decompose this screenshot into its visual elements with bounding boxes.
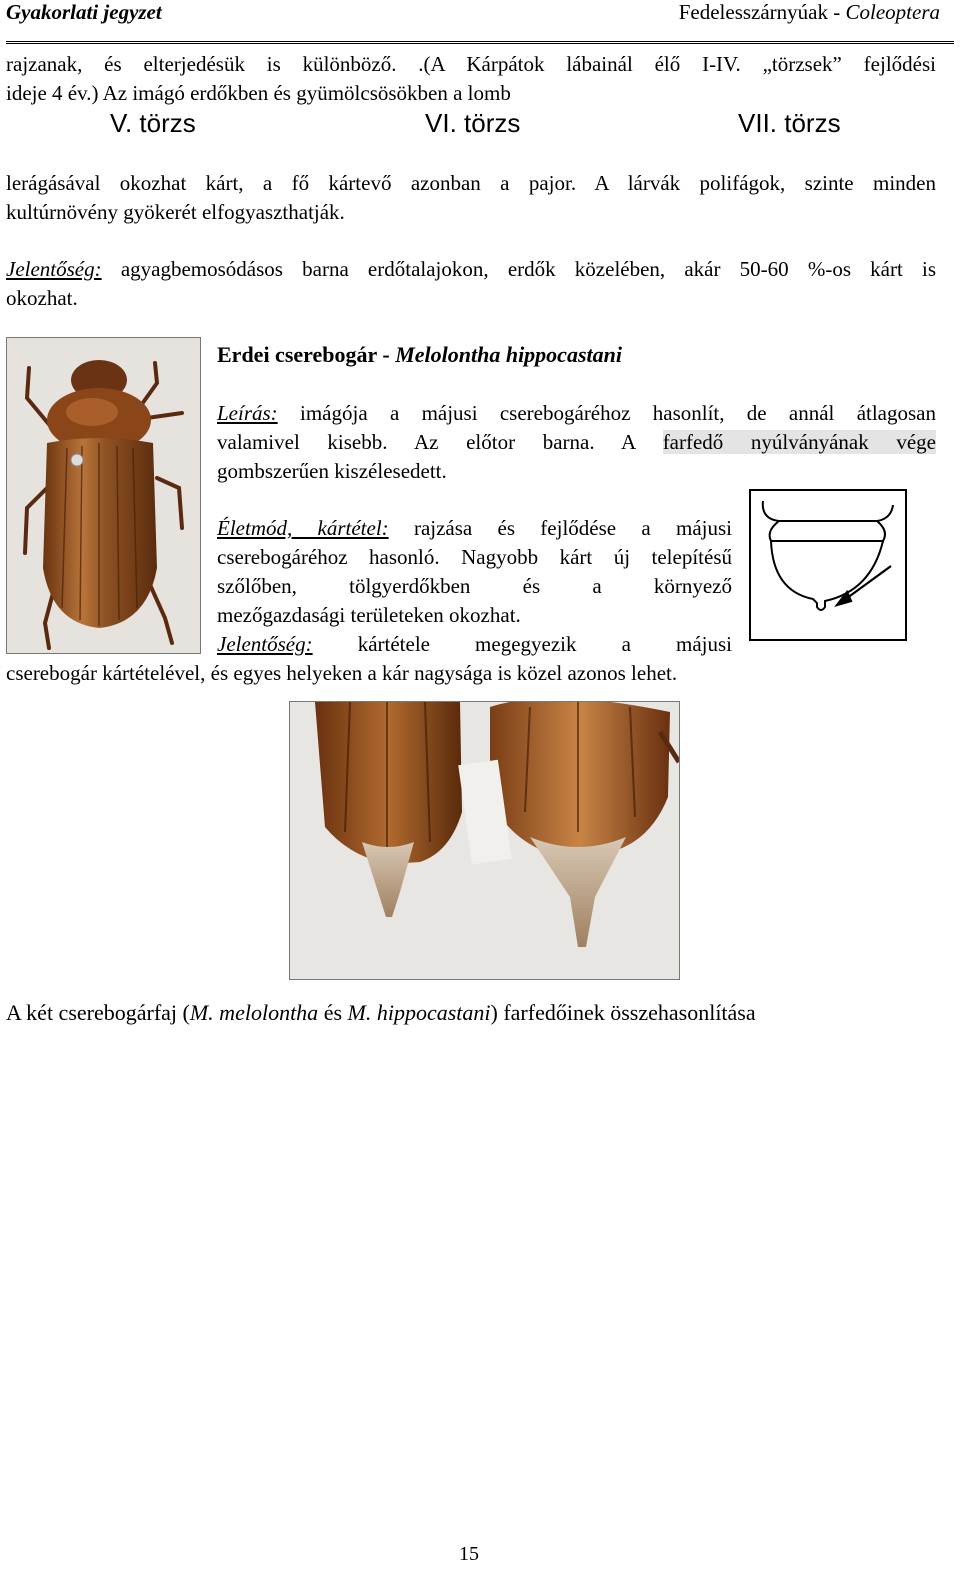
stage-label-v: V. törzs [110,108,196,138]
jel2-line-2: cserebogár kártételével, és egyes helyeken a kár nagysága is közel azonos lehet. [6,661,678,685]
caption-part-e: ) farfedőinek összehasonlítása [490,1000,756,1025]
leiras-label: Leírás: [217,401,278,425]
caption-species-2: M. hippocastani [347,1000,491,1025]
leiras-line-1 [217,399,936,428]
caption-part-c: és [318,1000,348,1025]
beetle-dorsal-photo [6,337,201,654]
eletmod-line-1 [217,514,732,543]
leiras-highlight: farfedő nyúlványának vége [662,430,937,454]
beetle-dorsal-illustration [7,338,200,653]
pygidium-outline-svg [751,491,905,639]
eletmod-text-1: rajzása és fejlődése a májusi [413,516,732,540]
leiras-line-3: gombszerűen kiszélesedett. [217,459,447,483]
intro-line-1: rajzanak, és elterjedésük is különböző. .(A Kárpátok lábainál élő I-IV. „törzsek” fejlődési [6,52,936,76]
header-right-italic: Coleoptera [845,0,940,24]
intro-line-2: ideje 4 év.) Az imágó erdőkben és gyümölcsösökben a lomb [6,81,511,105]
running-header-right [679,0,940,25]
jelentoseg-line-1 [6,255,936,284]
page-number: 15 [459,1543,479,1565]
jel2-line-1 [217,630,732,659]
pygidium-comparison-photo [289,701,680,980]
pygidium-comparison-illustration [290,702,679,979]
caption-part-a: A két cserebogárfaj ( [6,1000,190,1025]
eletmod-line-4: mezőgazdasági területeken okozhat. [217,603,521,627]
running-header-left: Gyakorlati jegyzet [6,0,162,24]
leiras-text-2a: valamivel kisebb. Az előtor barna. A [217,430,663,454]
jelentoseg-line-2: okozhat. [6,286,78,310]
header-right-text: Fedelesszárnyúak - [678,0,846,24]
jelentoseg-label: Jelentőség: [6,257,102,281]
jel2-label: Jelentőség: [217,632,313,656]
species-title-latin: Melolontha hippocastani [395,342,622,367]
stage-label-vi: VI. törzs [425,108,521,138]
jel2-text-1: kártétele megegyezik a májusi [357,632,732,656]
caption-species-1: M. melolontha [189,1000,319,1025]
figure-caption [6,1000,756,1026]
jelentoseg-text-1: agyagbemosódásos barna erdőtalajokon, erdők közelében, akár 50-60 %-os kárt is [120,257,937,281]
leiras-text-1: imágója a májusi cserebogáréhoz hasonlít, de annál átlagosan [300,401,936,425]
species-title-common: Erdei cserebogár - [217,342,396,367]
pygidium-diagram [749,489,907,641]
intro-line-4: kultúrnövény gyökerét elfogyaszthatják. [6,200,345,224]
eletmod-label: Életmód, kártétel: [217,516,389,540]
species-title [217,342,622,368]
eletmod-line-3: szőlőben, tölgyerdőkben és a környező [217,574,732,598]
stage-label-vii: VII. törzs [738,108,841,138]
leiras-line-2 [217,428,936,457]
header-rule [6,41,954,44]
eletmod-line-2: cserebogáréhoz hasonló. Nagyobb kárt új telepítésű [217,545,732,569]
intro-line-3: lerágásával okozhat kárt, a fő kártevő azonban a pajor. A lárvák polifágok, szinte minden [6,171,936,195]
